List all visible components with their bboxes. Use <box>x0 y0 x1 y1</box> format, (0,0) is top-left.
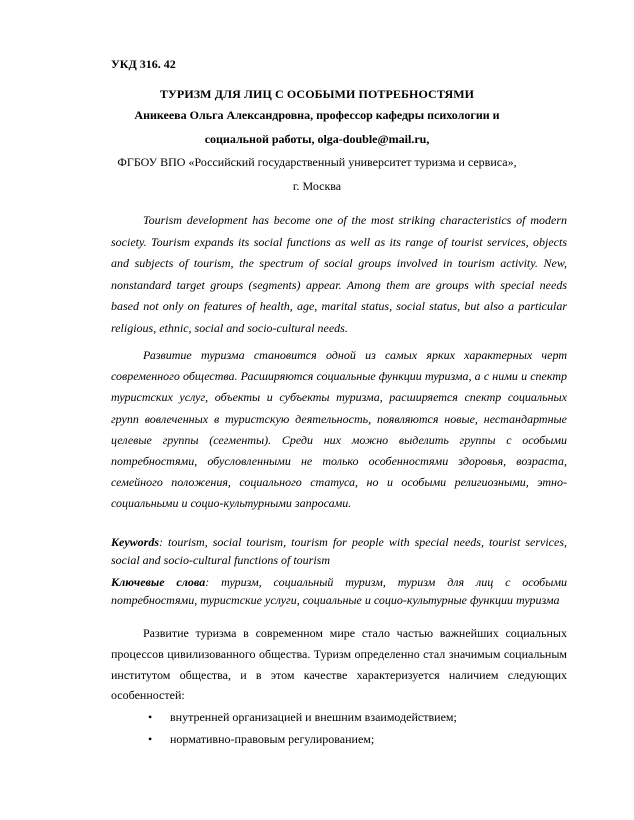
keywords-russian-label: Ключевые слова <box>111 575 206 589</box>
udk-code: УКД 316. 42 <box>111 57 176 71</box>
author-line-2: социальной работы, olga-double@mail.ru, <box>204 132 430 146</box>
list-item <box>148 707 457 729</box>
affiliation: ФГБОУ ВПО «Российский государственный университет туризма и сервиса», <box>117 155 517 169</box>
body-paragraph: Развитие туризма в современном мире стало частью важнейших социальных процессов цивилизованного общества. Туризм определенно стал значимым социальным институтом общества, и в этом качестве характеризуется наличием следующих особенностей: <box>111 626 567 703</box>
abstract-english: Tourism development has become one of the most striking characteristics of modern society. Tourism expands its social functions as well as its range of tourist services, objects and subjects of tourism, the spectrum of social groups involved in tourism activity. New, nonstandard target groups (segments) appear. Among them are groups with special needs based not only on features of health, age, marital status, social status, but also a particular religious, ethnic, social and socio-cultural needs. <box>111 213 567 335</box>
author-line-1: Аникеева Ольга Александровна, профессор кафедры психологии и <box>134 108 500 122</box>
list-item <box>148 729 457 751</box>
bullet-icon: • <box>148 731 153 746</box>
list-item-text: внутренней организацией и внешним взаимодействием; <box>170 710 457 724</box>
list-item-text: нормативно-правовым регулированием; <box>170 731 375 746</box>
city: г. Москва <box>292 179 342 193</box>
keywords-russian <box>111 573 567 609</box>
keywords-english-text: : tourism, social tourism, tourism for people with special needs, tourist services, social and socio-cultural functions of tourism <box>111 535 567 567</box>
keywords-russian-text: : туризм, социальный туризм, туризм для лиц с особыми потребностями, туристские услуги, социальные и социо-культурные функции туризма <box>111 575 567 607</box>
article-title: ТУРИЗМ ДЛЯ ЛИЦ С ОСОБЫМИ ПОТРЕБНОСТЯМИ <box>159 87 475 101</box>
keywords-english-label: Keywords <box>111 535 159 549</box>
abstract-russian: Развитие туризма становится одной из самых ярких характерных черт современного общества. Расширяются социальные функции туризма, а с ними и спектр туристских услуг, объекты и субъекты туризма, расширяется спектр социальных групп вовлеченных в туристскую деятельность, появляются новые, нестандартные целевые группы (сегменты). Среди них можно выделить группы с особыми потребностями, обусловленными не только особенностями здоровья, возраста, семейного положения, социального статуса, но и особыми религиозными, этно-социальными и социо-культурными запросами. <box>111 348 567 511</box>
keywords-english <box>111 533 567 569</box>
bullet-icon: • <box>148 710 153 724</box>
feature-list <box>148 707 457 750</box>
